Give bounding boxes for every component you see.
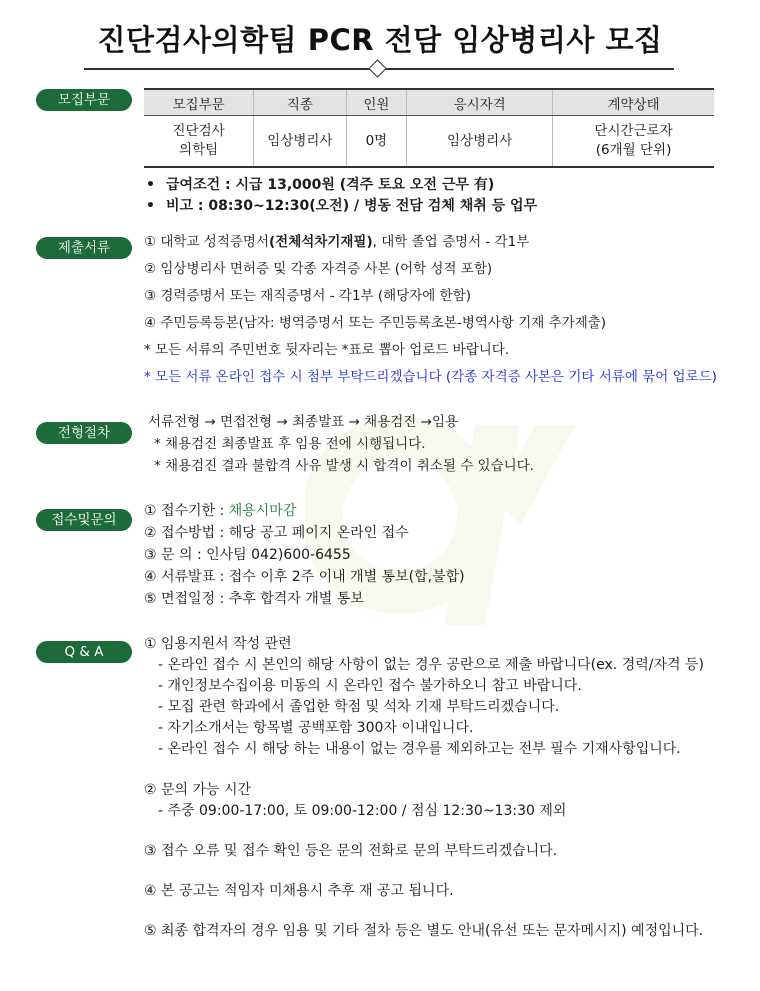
diamond-ornament-icon <box>368 59 386 77</box>
tag-recruit: 모집부문 <box>36 89 132 111</box>
doc-item-2: ② 임상병리사 면허증 및 각종 자격증 사본 (어학 성적 포함) <box>144 261 493 277</box>
bullet-note <box>146 196 537 217</box>
qa-question-4: ④ 본 공고는 적임자 미채용시 추후 재 공고 됩니다. <box>144 883 454 899</box>
doc-item-1-rest: , 대학 졸업 증명서 - 각1부 <box>372 234 530 250</box>
doc-note-2: * 모든 서류 온라인 접수 시 첨부 부탁드리겠습니다 (각종 자격증 사본은 기타 서류에 묶어 업로드) <box>144 369 717 385</box>
bullet-text: 비고 : 08:30~12:30(오전) / 병동 전담 검체 채취 등 업무 <box>166 198 538 214</box>
doc-item-3: ③ 경력증명서 또는 재직증명서 - 각1부 (해당자에 한함) <box>144 288 471 304</box>
contact-item-1 <box>144 500 465 522</box>
bullet-salary <box>146 175 537 196</box>
table-header: 응시자격 <box>407 89 553 116</box>
contact-item-4: ④ 서류발표 : 접수 이후 2주 이내 개별 통보(합,불합) <box>144 569 465 585</box>
dept-line2: 의학팀 <box>179 142 219 158</box>
dept-line1: 진단검사 <box>172 123 225 139</box>
table-header: 직종 <box>254 89 346 116</box>
qa-question-1: ① 임용지원서 작성 관련 <box>144 636 292 652</box>
contact-item-3: ③ 문 의 : 인사팀 042)600-6455 <box>144 547 351 563</box>
qa-question-5: ⑤ 최종 합격자의 경우 임용 및 기타 절차 등은 별도 안내(유선 또는 문자메시지) 예정입니다. <box>144 923 704 939</box>
contact-item-5: ⑤ 면접일정 : 추후 합격자 개별 통보 <box>144 591 364 607</box>
contact-section <box>144 500 465 610</box>
contract-line1: 단시간근로자 <box>594 123 673 139</box>
table-header: 모집부문 <box>144 89 254 116</box>
qa-question-3: ③ 접수 오류 및 접수 확인 등은 문의 전화로 문의 부탁드리겠습니다. <box>144 843 558 859</box>
doc-note-1: * 모든 서류의 주민번호 뒷자리는 *표로 뽑아 업로드 바랍니다. <box>144 342 510 358</box>
bullet-dot-icon: • <box>146 177 155 193</box>
doc-item-4: ④ 주민등록등본(남자: 병역증명서 또는 주민등록초본-병역사항 기재 추가제출) <box>144 315 607 331</box>
process-flow: 서류전형 → 면접전형 → 최종발표 → 채용검진 →임용 <box>148 414 459 430</box>
deadline-value: 채용시마감 <box>228 503 297 519</box>
recruitment-table <box>144 88 714 168</box>
process-note-1: * 채용검진 최종발표 후 임용 전에 시행됩니다. <box>154 436 426 452</box>
documents-section <box>144 229 717 391</box>
table-cell-contract <box>553 116 714 168</box>
qa-q1-item: - 개인정보수집이용 미동의 시 온라인 접수 불가하오니 참고 바랍니다. <box>158 678 582 694</box>
tag-qa: Q & A <box>36 641 132 663</box>
qa-section <box>144 634 704 942</box>
contact-item-2: ② 접수방법 : 해당 공고 페이지 온라인 접수 <box>144 525 409 541</box>
doc-item-1 <box>144 229 717 256</box>
qa-q1-item: - 모집 관련 학과에서 졸업한 학점 및 석차 기재 부탁드리겠습니다. <box>158 699 560 715</box>
table-cell-job: 임상병리사 <box>254 116 346 168</box>
doc-item-1-emphasis: (전체석차기재필) <box>269 234 373 250</box>
doc-item-1-text: ① 대학교 성적증명서 <box>144 234 270 250</box>
table-cell-dept <box>144 116 254 168</box>
process-section <box>148 411 534 477</box>
table-row <box>144 116 714 168</box>
tag-documents: 제출서류 <box>36 237 132 259</box>
qa-q1-item: - 온라인 접수 시 해당 하는 내용이 없는 경우를 제외하고는 전부 필수 기재사항입니다. <box>158 741 681 757</box>
tag-contact: 접수및문의 <box>36 509 132 531</box>
qa-q1-item: - 온라인 접수 시 본인의 해당 사항이 없는 경우 공란으로 제출 바랍니다(ex. 경력/자격 등) <box>158 657 704 673</box>
tag-process: 전형절차 <box>36 422 132 444</box>
page-title: 진단검사의학팀 PCR 전담 임상병리사 모집 <box>97 23 663 57</box>
contact-item-1-label: ① 접수기한 : <box>144 503 229 519</box>
bullet-dot-icon: • <box>146 198 155 214</box>
table-header: 인원 <box>346 89 407 116</box>
qa-q2-item: - 주중 09:00-17:00, 토 09:00-12:00 / 점심 12:30~13:30 제외 <box>158 803 567 819</box>
table-cell-qualification: 임상병리사 <box>407 116 553 168</box>
bullet-text: 급여조건 : 시급 13,000원 (격주 토요 오전 근무 有) <box>166 177 495 193</box>
condition-bullets <box>146 175 537 217</box>
qa-question-2: ② 문의 가능 시간 <box>144 782 252 798</box>
table-header-row <box>144 89 714 116</box>
table-header: 계약상태 <box>553 89 714 116</box>
qa-q1-item: - 자기소개서는 항목별 공백포함 300자 이내입니다. <box>158 720 474 736</box>
table-cell-count: 0명 <box>346 116 407 168</box>
contract-line2: (6개월 단위) <box>595 142 672 158</box>
process-note-2: * 채용검진 결과 불합격 사유 발생 시 합격이 취소될 수 있습니다. <box>154 458 534 474</box>
